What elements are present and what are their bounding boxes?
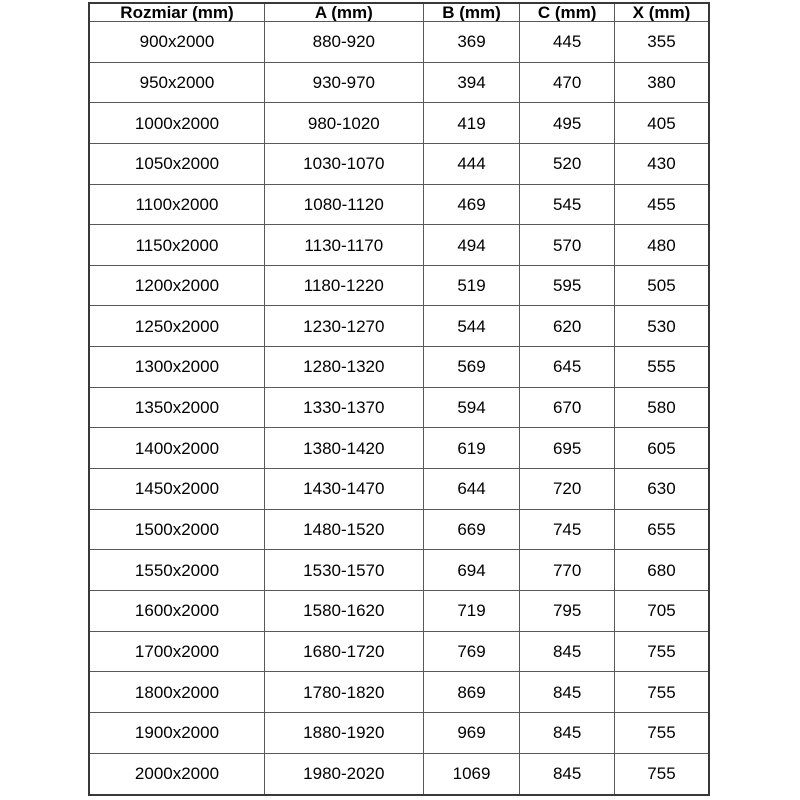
table-cell: 1080-1120 <box>264 184 423 225</box>
table-cell: 405 <box>614 103 709 144</box>
table-cell: 1400x2000 <box>89 428 264 469</box>
table-cell: 480 <box>614 225 709 266</box>
table-cell: 444 <box>423 143 520 184</box>
table-cell: 869 <box>423 672 520 713</box>
table-cell: 755 <box>614 631 709 672</box>
table-cell: 445 <box>520 22 615 63</box>
table-cell: 530 <box>614 306 709 347</box>
table-cell: 355 <box>614 22 709 63</box>
table-cell: 1280-1320 <box>264 347 423 388</box>
table-cell: 495 <box>520 103 615 144</box>
table-cell: 394 <box>423 62 520 103</box>
table-cell: 1130-1170 <box>264 225 423 266</box>
table-cell: 694 <box>423 550 520 591</box>
table-row <box>89 143 709 184</box>
table-cell: 845 <box>520 753 615 795</box>
table-cell: 644 <box>423 469 520 510</box>
table-row <box>89 184 709 225</box>
column-header-x: X (mm) <box>614 3 709 22</box>
table-cell: 519 <box>423 265 520 306</box>
table-cell: 669 <box>423 509 520 550</box>
table-cell: 1300x2000 <box>89 347 264 388</box>
table-row <box>89 469 709 510</box>
table-cell: 1900x2000 <box>89 712 264 753</box>
table-cell: 594 <box>423 387 520 428</box>
table-cell: 544 <box>423 306 520 347</box>
table-cell: 670 <box>520 387 615 428</box>
table-cell: 980-1020 <box>264 103 423 144</box>
table-cell: 1200x2000 <box>89 265 264 306</box>
table-row <box>89 509 709 550</box>
table-cell: 1480-1520 <box>264 509 423 550</box>
table-row <box>89 550 709 591</box>
table-cell: 1780-1820 <box>264 672 423 713</box>
table-cell: 1030-1070 <box>264 143 423 184</box>
table-cell: 430 <box>614 143 709 184</box>
table-cell: 1450x2000 <box>89 469 264 510</box>
table-cell: 645 <box>520 347 615 388</box>
table-cell: 1350x2000 <box>89 387 264 428</box>
table-cell: 1700x2000 <box>89 631 264 672</box>
column-header-a: A (mm) <box>264 3 423 22</box>
table-cell: 419 <box>423 103 520 144</box>
table-cell: 1250x2000 <box>89 306 264 347</box>
table-cell: 680 <box>614 550 709 591</box>
table-row <box>89 712 709 753</box>
table-cell: 1230-1270 <box>264 306 423 347</box>
table-cell: 769 <box>423 631 520 672</box>
table-cell: 930-970 <box>264 62 423 103</box>
table-cell: 900x2000 <box>89 22 264 63</box>
table-cell: 845 <box>520 631 615 672</box>
table-row <box>89 265 709 306</box>
column-header-b: B (mm) <box>423 3 520 22</box>
table-cell: 455 <box>614 184 709 225</box>
table-cell: 845 <box>520 712 615 753</box>
table-cell: 545 <box>520 184 615 225</box>
table-cell: 845 <box>520 672 615 713</box>
table-cell: 2000x2000 <box>89 753 264 795</box>
table-cell: 494 <box>423 225 520 266</box>
table-cell: 1880-1920 <box>264 712 423 753</box>
table-cell: 695 <box>520 428 615 469</box>
table-row <box>89 62 709 103</box>
table-cell: 950x2000 <box>89 62 264 103</box>
table-cell: 1180-1220 <box>264 265 423 306</box>
table-cell: 795 <box>520 590 615 631</box>
size-table <box>88 2 710 796</box>
table-cell: 1050x2000 <box>89 143 264 184</box>
table-cell: 570 <box>520 225 615 266</box>
table-row <box>89 347 709 388</box>
table-cell: 569 <box>423 347 520 388</box>
table-row <box>89 306 709 347</box>
table-cell: 620 <box>520 306 615 347</box>
table-row <box>89 22 709 63</box>
table-cell: 630 <box>614 469 709 510</box>
table-cell: 605 <box>614 428 709 469</box>
table-cell: 1430-1470 <box>264 469 423 510</box>
table-cell: 555 <box>614 347 709 388</box>
table-cell: 1600x2000 <box>89 590 264 631</box>
table-row <box>89 428 709 469</box>
table-cell: 969 <box>423 712 520 753</box>
table-body <box>89 22 709 796</box>
size-table-container <box>88 2 710 796</box>
table-cell: 1069 <box>423 753 520 795</box>
table-cell: 755 <box>614 672 709 713</box>
table-cell: 380 <box>614 62 709 103</box>
table-cell: 720 <box>520 469 615 510</box>
table-cell: 755 <box>614 712 709 753</box>
table-cell: 755 <box>614 753 709 795</box>
table-cell: 705 <box>614 590 709 631</box>
table-cell: 1330-1370 <box>264 387 423 428</box>
table-row <box>89 103 709 144</box>
table-row <box>89 590 709 631</box>
table-cell: 1680-1720 <box>264 631 423 672</box>
table-cell: 770 <box>520 550 615 591</box>
table-row <box>89 753 709 795</box>
table-cell: 1500x2000 <box>89 509 264 550</box>
table-cell: 369 <box>423 22 520 63</box>
header-row <box>89 3 709 22</box>
table-row <box>89 631 709 672</box>
table-cell: 1000x2000 <box>89 103 264 144</box>
table-cell: 619 <box>423 428 520 469</box>
table-cell: 1150x2000 <box>89 225 264 266</box>
table-cell: 745 <box>520 509 615 550</box>
table-row <box>89 672 709 713</box>
table-row <box>89 387 709 428</box>
table-cell: 1530-1570 <box>264 550 423 591</box>
table-cell: 1800x2000 <box>89 672 264 713</box>
table-cell: 880-920 <box>264 22 423 63</box>
table-cell: 1100x2000 <box>89 184 264 225</box>
table-cell: 1550x2000 <box>89 550 264 591</box>
column-header-rozmiar: Rozmiar (mm) <box>89 3 264 22</box>
table-cell: 1380-1420 <box>264 428 423 469</box>
table-row <box>89 225 709 266</box>
table-cell: 580 <box>614 387 709 428</box>
table-cell: 1580-1620 <box>264 590 423 631</box>
table-cell: 505 <box>614 265 709 306</box>
table-cell: 595 <box>520 265 615 306</box>
table-cell: 1980-2020 <box>264 753 423 795</box>
table-cell: 469 <box>423 184 520 225</box>
column-header-c: C (mm) <box>520 3 615 22</box>
table-cell: 655 <box>614 509 709 550</box>
table-cell: 470 <box>520 62 615 103</box>
table-cell: 719 <box>423 590 520 631</box>
table-cell: 520 <box>520 143 615 184</box>
